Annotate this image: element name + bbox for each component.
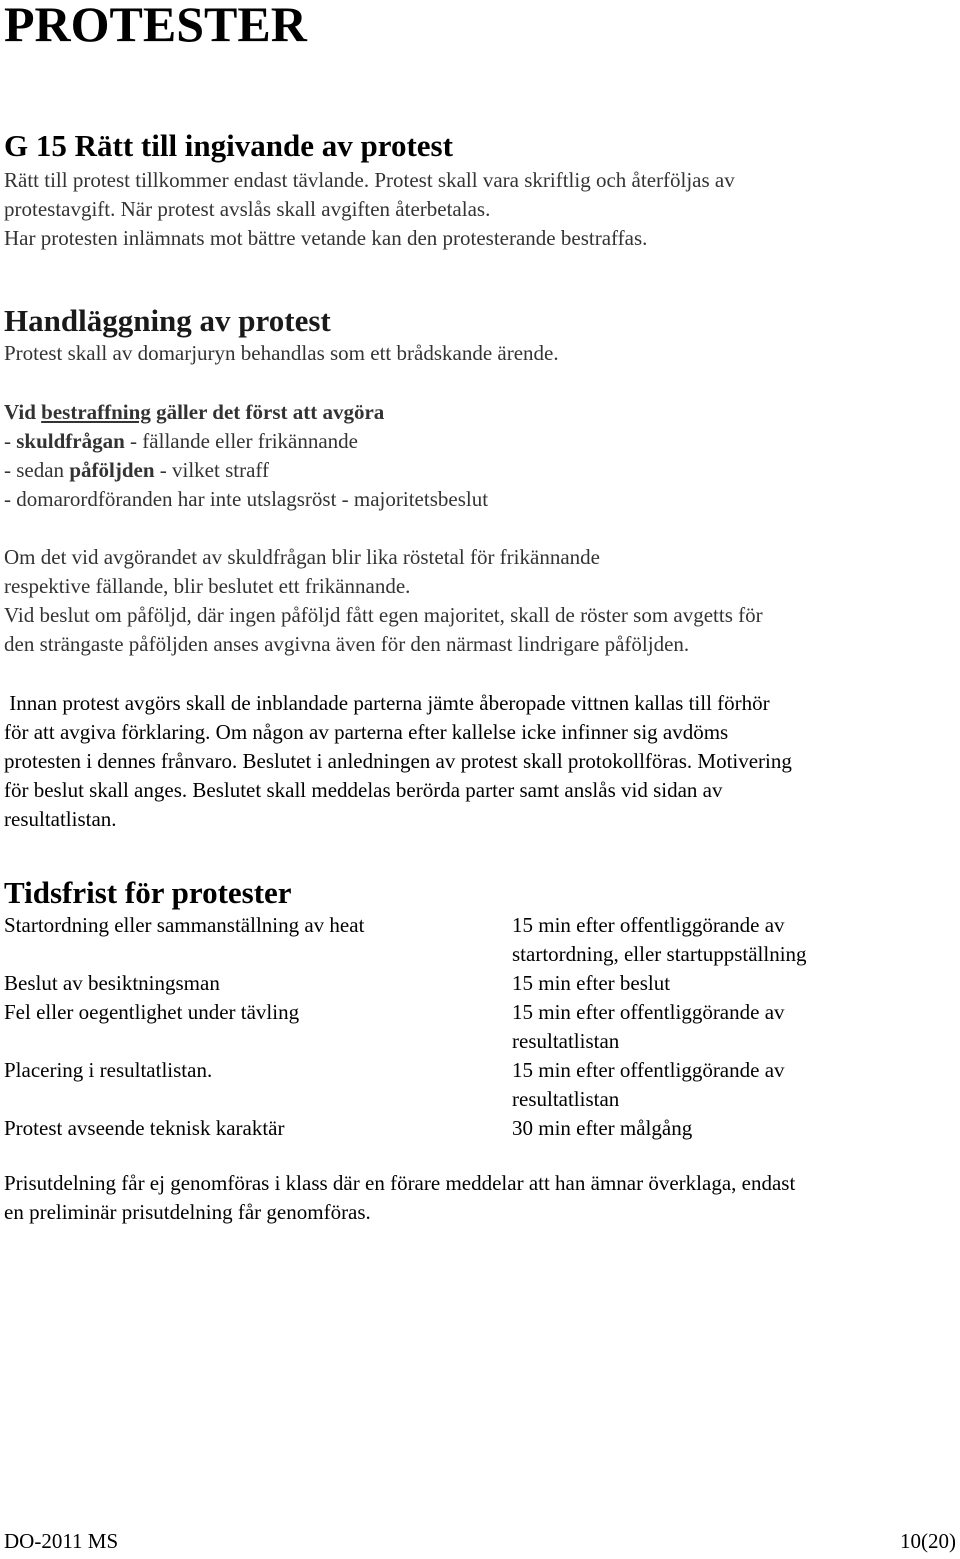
footer-document-id: DO-2011 MS — [4, 1529, 119, 1553]
tidsfrist-row-deadline — [512, 1114, 960, 1143]
vid-item1-c: - fällande eller frikännande — [124, 429, 359, 453]
tidsfrist-row-label: Placering i resultatlistan. — [4, 1058, 213, 1082]
vid-item2-bold: påföljden — [69, 458, 155, 482]
handlaggning-paragraph — [4, 339, 960, 368]
tidsfrist-row-label: Protest avseende teknisk karaktär — [4, 1116, 285, 1140]
tidsfrist-row — [4, 969, 960, 998]
section-heading-tidsfrist: Tidsfrist för protester — [4, 875, 292, 910]
tidsfrist-row — [4, 998, 960, 1056]
vid-intro-a: Vid — [4, 400, 42, 424]
tidsfrist-deadline-line: 15 min efter beslut — [512, 971, 671, 995]
omdet-line-1: Om det vid avgörandet av skuldfrågan blir lika röstetal för frikännande — [4, 545, 600, 569]
vid-item1-bold: skuldfrågan — [16, 429, 125, 453]
tidsfrist-deadline-line: resultatlistan — [512, 1087, 620, 1111]
innan-line-4: för beslut skall anges. Beslutet skall meddelas berörda parter samt anslås vid sidan av — [4, 778, 723, 802]
tidsfrist-table — [4, 911, 960, 1143]
vid-item2-a: - sedan — [4, 458, 70, 482]
g15-line-2: protestavgift. När protest avslås skall avgiften återbetalas. — [4, 197, 491, 221]
tidsfrist-row-label: Startordning eller sammanställning av heat — [4, 913, 365, 937]
page-title: PROTESTER — [4, 0, 307, 52]
omdet-line-3: Vid beslut om påföljd, där ingen påföljd fått egen majoritet, skall de röster som avgetts för — [4, 603, 763, 627]
tidsfrist-row-deadline — [512, 911, 960, 969]
innan-line-3: protesten i dennes frånvaro. Beslutet i anledningen av protest skall protokollföras. Motivering — [4, 749, 792, 773]
vid-item-3: - domarordföranden har inte utslagsröst - majoritetsbeslut — [4, 487, 489, 511]
innan-line-2: för att avgiva förklaring. Om någon av parterna efter kallelse icke infinner sig avdöms — [4, 720, 729, 744]
tidsfrist-row-deadline — [512, 1056, 960, 1114]
tidsfrist-deadline-line: resultatlistan — [512, 1029, 620, 1053]
tidsfrist-row-label: Beslut av besiktningsman — [4, 971, 220, 995]
tidsfrist-deadline-line: 15 min efter offentliggörande av — [512, 1058, 785, 1082]
tidsfrist-row-label: Fel eller oegentlighet under tävling — [4, 1000, 300, 1024]
vid-intro-c: gäller det först att avgöra — [150, 400, 385, 424]
g15-line-1: Rätt till protest tillkommer endast tävlande. Protest skall vara skriftlig och återföljas av — [4, 168, 735, 192]
vid-item2-c: - vilket straff — [154, 458, 269, 482]
footer-page-number: 10(20) — [900, 1529, 956, 1553]
vid-item1-a: - — [4, 429, 17, 453]
tidsfrist-row — [4, 911, 960, 969]
innan-line-1: Innan protest avgörs skall de inblandade parterna jämte åberopade vittnen kallas till förhör — [4, 691, 770, 715]
tidsfrist-row-deadline — [512, 998, 960, 1056]
vid-intro-line — [4, 398, 960, 427]
tidsfrist-row-deadline — [512, 969, 960, 998]
tidsfrist-row — [4, 1114, 960, 1143]
innan-line-5: resultatlistan. — [4, 807, 117, 831]
tidsfrist-deadline-line: 15 min efter offentliggörande av — [512, 913, 785, 937]
tidsfrist-deadline-line: 30 min efter målgång — [512, 1116, 693, 1140]
prisutdelning-paragraph — [4, 1169, 960, 1227]
tidsfrist-deadline-line: startordning, eller startuppställning — [512, 942, 807, 966]
omdet-line-4: den strängaste påföljden anses avgivna även för den närmast lindrigare påföljden. — [4, 632, 690, 656]
vid-bestraffning-block — [4, 398, 960, 514]
prisutdelning-line-1: Prisutdelning får ej genomföras i klass där en förare meddelar att han ämnar överklaga, endast — [4, 1171, 796, 1195]
prisutdelning-line-2: en preliminär prisutdelning får genomföras. — [4, 1200, 371, 1224]
handlaggning-line: Protest skall av domarjuryn behandlas som ett brådskande ärende. — [4, 341, 559, 365]
innan-paragraph — [4, 689, 960, 834]
tidsfrist-row — [4, 1056, 960, 1114]
tidsfrist-deadline-line: 15 min efter offentliggörande av — [512, 1000, 785, 1024]
g15-paragraph — [4, 166, 960, 253]
omdet-paragraph — [4, 543, 960, 659]
section-heading-handlaggning: Handläggning av protest — [4, 303, 331, 338]
vid-intro-underlined: bestraffning — [41, 400, 151, 424]
g15-line-3: Har protesten inlämnats mot bättre vetande kan den protesterande bestraffas. — [4, 226, 648, 250]
vid-item-2 — [4, 456, 960, 485]
section-heading-g15: G 15 Rätt till ingivande av protest — [4, 128, 453, 163]
vid-item-1 — [4, 427, 960, 456]
omdet-line-2: respektive fällande, blir beslutet ett frikännande. — [4, 574, 411, 598]
